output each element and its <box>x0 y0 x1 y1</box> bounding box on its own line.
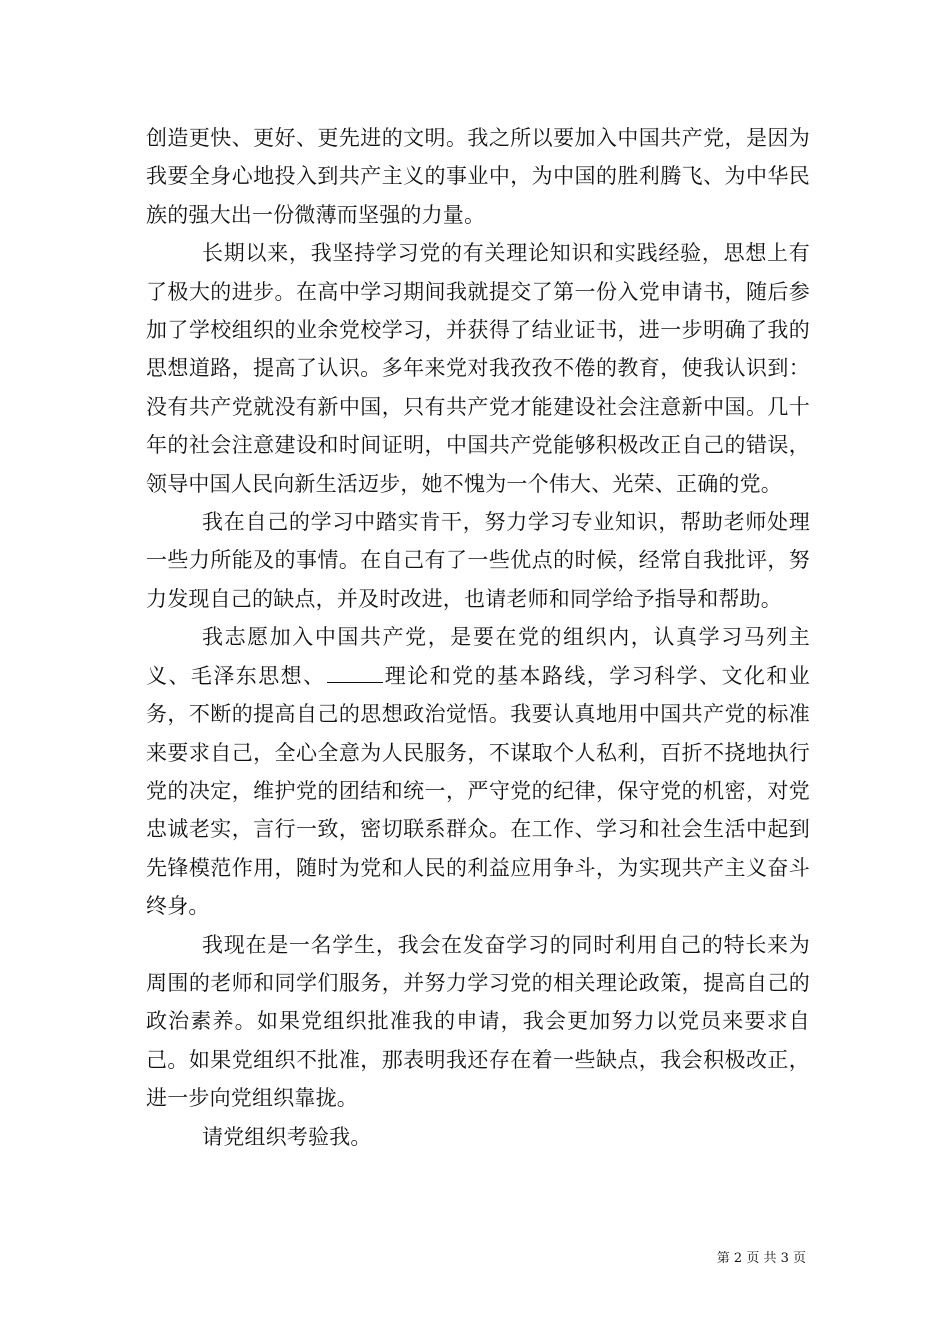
paragraph-2: 长期以来，我坚持学习党的有关理论知识和实践经验，思想上有了极大的进步。在高中学习期间我就提交了第一份入党申请书，随后参加了学校组织的业余党校学习，并获得了结业证书，进一步明确了我的思想道路，提高了认识。多年来党对我孜孜不倦的教育，使我认识到：没有共产党就没有新中国，只有共产党才能建设社会注意新中国。几十年的社会注意建设和时间证明，中国共产党能够积极改正自己的错误，领导中国人民向新生活迈步，她不愧为一个伟大、光荣、正确的党。 <box>146 241 810 496</box>
closing-line: 请党组织考验我。 <box>202 1124 372 1149</box>
page-number-footer: 第 2 页 共 3 页 <box>716 1251 806 1266</box>
paragraph-4 <box>146 618 810 925</box>
paragraph-1: 创造更快、更好、更先进的文明。我之所以要加入中国共产党，是因为我要全身心地投入到共产主义的事业中，为中国的胜利腾飞、为中华民族的强大出一份微薄而坚强的力量。 <box>146 126 810 227</box>
paragraph-4-text-before-blank: 我志愿加入中国共产党，是要在党的组织内，认真学习马列主义、毛泽东思想、 <box>146 625 810 688</box>
paragraph-4-text-after-blank: 理论和党的基本路线，学习科学、文化和业务，不断的提高自己的思想政治觉悟。我要认真地用中国共产党的标准来要求自己，全心全意为人民服务，不谋取个人私利，百折不挠地执行党的决定，维护党的团结和统一，严守党的纪律，保守党的机密，对党忠诚老实，言行一致，密切联系群众。在工作、学习和社会生活中起到先锋模范作用，随时为党和人民的利益应用争斗，为实现共产主义奋斗终身。 <box>146 663 810 919</box>
fill-in-blank <box>327 660 383 683</box>
document-body <box>146 119 810 1156</box>
paragraph-3: 我在自己的学习中踏实肯干，努力学习专业知识，帮助老师处理一些力所能及的事情。在自己有了一些优点的时候，经常自我批评，努力发现自己的缺点，并及时改进，也请老师和同学给予指导和帮助。 <box>146 510 810 611</box>
paragraph-5: 我现在是一名学生，我会在发奋学习的同时利用自己的特长来为周围的老师和同学们服务，并努力学习党的相关理论政策，提高自己的政治素养。如果党组织批准我的申请，我会更加努力以党员来要求自己。如果党组织不批准，那表明我还存在着一些缺点，我会积极改正，进一步向党组织靠拢。 <box>146 932 810 1111</box>
